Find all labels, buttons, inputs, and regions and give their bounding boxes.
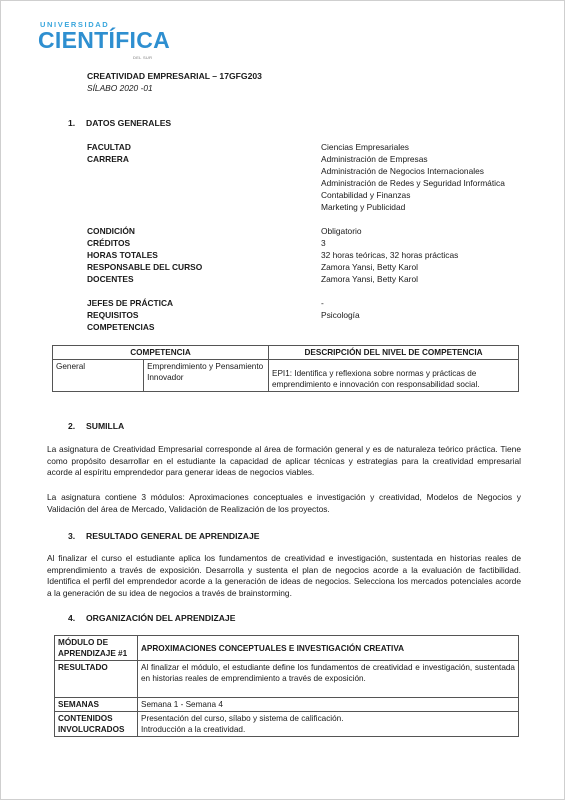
table-row bbox=[55, 636, 519, 661]
carrera-value: Administración de Negocios Internacionales bbox=[321, 166, 484, 176]
section-title: ORGANIZACIÓN DEL APRENDIZAJE bbox=[86, 613, 236, 623]
creditos-label: CRÉDITOS bbox=[87, 238, 131, 248]
requisitos-label: REQUISITOS bbox=[87, 310, 139, 320]
contenido-item: Introducción a la creatividad. bbox=[141, 725, 246, 734]
condicion-value: Obligatorio bbox=[321, 226, 362, 236]
section-1-heading bbox=[68, 118, 171, 128]
logo-main-text: CIENTÍFICA bbox=[38, 27, 171, 53]
resultado-label-cell: RESULTADO bbox=[55, 661, 138, 698]
competencia-tipo-cell: General bbox=[53, 360, 144, 392]
requisitos-value: Psicología bbox=[321, 310, 360, 320]
carrera-label: CARRERA bbox=[87, 154, 129, 164]
facultad-value: Ciencias Empresariales bbox=[321, 142, 409, 152]
section-number: 4. bbox=[68, 613, 76, 623]
jefes-value: - bbox=[321, 298, 324, 308]
facultad-label: FACULTAD bbox=[87, 142, 131, 152]
carrera-value: Administración de Redes y Seguridad Informática bbox=[321, 178, 505, 188]
logo-top-text: UNIVERSIDAD bbox=[40, 20, 110, 29]
responsable-label: RESPONSABLE DEL CURSO bbox=[87, 262, 203, 272]
horas-label: HORAS TOTALES bbox=[87, 250, 158, 260]
section-3-heading bbox=[68, 531, 259, 541]
horas-value: 32 horas teóricas, 32 horas prácticas bbox=[321, 250, 459, 260]
table-row bbox=[55, 712, 519, 737]
competencias-label: COMPETENCIAS bbox=[87, 322, 155, 332]
document-subtitle: SÍLABO 2020 -01 bbox=[87, 83, 153, 93]
carrera-value: Administración de Empresas bbox=[321, 154, 428, 164]
university-logo bbox=[38, 20, 171, 60]
modulo-title-cell: APROXIMACIONES CONCEPTUALES E INVESTIGACIÓN CREATIVA bbox=[138, 636, 519, 661]
modulo-label-cell: MÓDULO DE APRENDIZAJE #1 bbox=[55, 636, 138, 661]
resultado-general-paragraph: Al finalizar el curso el estudiante aplica los fundamentos de creatividad e investigación, sustentada en historias reales de emprendimiento a través de exposición. Desarrolla y sustenta el plan de negocios acorde a la evaluación de factibilidad. Identifica el perfil del emprendedor acorde a la generación de ideas de negocios. Selecciona los mercados potenciales acorde a la generación de su idea de negocios a través de brainstorming. bbox=[47, 553, 521, 598]
semanas-label-cell: SEMANAS bbox=[55, 698, 138, 712]
sumilla-paragraph: La asignatura contiene 3 módulos: Aproximaciones conceptuales e investigación y creatividad, Modelos de Negocios y Validación del área de Mercado, Validación de Realización de los proyectos. bbox=[47, 492, 521, 514]
document-title: CREATIVIDAD EMPRESARIAL – 17GFG203 bbox=[87, 71, 262, 81]
section-2-heading bbox=[68, 421, 124, 431]
table-header-row bbox=[53, 346, 519, 360]
section-number: 3. bbox=[68, 531, 76, 541]
competencia-name-cell: Emprendimiento y Pensamiento Innovador bbox=[144, 360, 269, 392]
semanas-value-cell: Semana 1 - Semana 4 bbox=[138, 698, 519, 712]
competencias-table bbox=[52, 345, 519, 392]
competencia-descripcion-cell: EPI1: Identifica y reflexiona sobre normas y prácticas de emprendimiento e innovación con responsabilidad social. bbox=[269, 360, 519, 392]
table-header-cell: DESCRIPCIÓN DEL NIVEL DE COMPETENCIA bbox=[269, 346, 519, 360]
section-title: RESULTADO GENERAL DE APRENDIZAJE bbox=[86, 531, 260, 541]
jefes-label: JEFES DE PRÁCTICA bbox=[87, 298, 174, 308]
logo-sub-text: DEL SUR bbox=[133, 55, 153, 60]
carrera-value: Contabilidad y Finanzas bbox=[321, 190, 411, 200]
creditos-value: 3 bbox=[321, 238, 326, 248]
resultado-value-cell: Al finalizar el módulo, el estudiante define los fundamentos de creatividad e investigación, sustentada en historias reales de emprendimiento a través de exposición. bbox=[138, 661, 519, 698]
docentes-label: DOCENTES bbox=[87, 274, 134, 284]
table-header-cell: COMPETENCIA bbox=[53, 346, 269, 360]
sumilla-paragraph: La asignatura de Creatividad Empresarial corresponde al área de formación general y es de naturaleza teórico práctica. Tiene como propósito desarrollar en el estudiante la capacidad de aplicar técnicas y estrategias para la creatividad empresarial acorde al espíritu emprendedor para generar ideas de negocios viables. bbox=[47, 444, 521, 477]
contenidos-label-cell: CONTENIDOS INVOLUCRADOS bbox=[55, 712, 138, 737]
section-title: SUMILLA bbox=[86, 421, 125, 431]
condicion-label: CONDICIÓN bbox=[87, 226, 135, 236]
table-row bbox=[55, 661, 519, 698]
table-row bbox=[53, 360, 519, 392]
modulo-table bbox=[54, 635, 519, 737]
section-4-heading bbox=[68, 613, 235, 623]
carrera-value: Marketing y Publicidad bbox=[321, 202, 406, 212]
table-row bbox=[55, 698, 519, 712]
docentes-value: Zamora Yansi, Betty Karol bbox=[321, 274, 418, 284]
section-number: 2. bbox=[68, 421, 76, 431]
contenido-item: Presentación del curso, sílabo y sistema de calificación. bbox=[141, 714, 344, 723]
section-title: DATOS GENERALES bbox=[86, 118, 172, 128]
section-number: 1. bbox=[68, 118, 76, 128]
contenidos-value-cell bbox=[138, 712, 519, 737]
responsable-value: Zamora Yansi, Betty Karol bbox=[321, 262, 418, 272]
